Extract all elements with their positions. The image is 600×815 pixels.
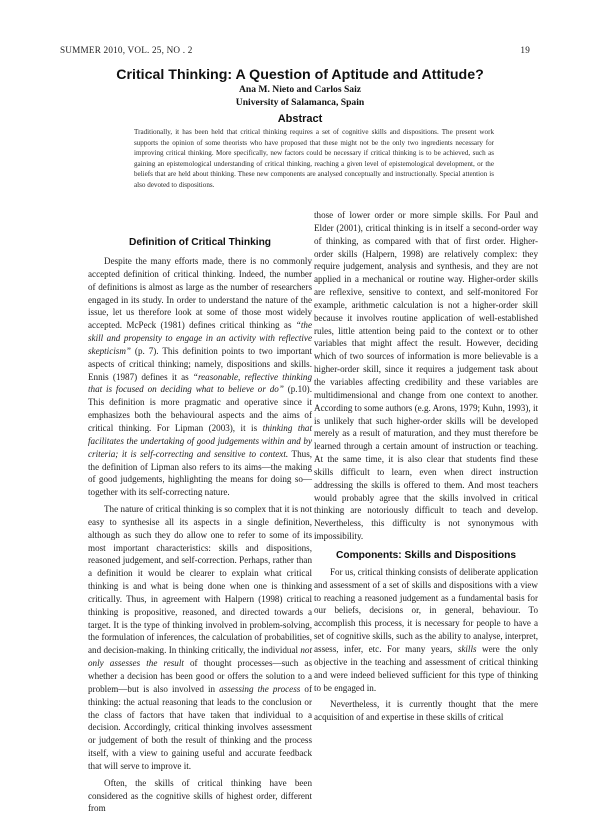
quote-ennis: “reasonable, reflective thinking that is focused on deciding what to believe or do” <box>88 371 313 395</box>
body-paragraph: For us, critical thinking consists of deliberate application and assessment of a set of skills and dispositions with a view to reaching a reasoned judgement as a fundamental basis for our beliefs, decisions or, in general, behaviour. To accomplish this process, it is necessary for people to have a set of cognitive skills, such as the ability to analyse, interpret, assess, infer, etc. For many years, skills were the only objective in the teaching and assessment of critical thinking and were indeed believed sufficient for this type of thinking to be engaged in. <box>314 566 539 693</box>
article-title: Critical Thinking: A Question of Aptitude and Attitude? <box>116 67 484 83</box>
emphasis-skills: skills <box>457 644 477 654</box>
journal-issue: SUMMER 2010, VOL. 25, NO . 2 <box>60 45 193 55</box>
abstract-heading: Abstract <box>277 113 323 125</box>
body-paragraph: Nevertheless, it is currently thought that the mere acquisition of and expertise in these skills of critical <box>314 699 538 723</box>
abstract-text: Traditionally, it has been held that critical thinking requires a set of cognitive skills and dispositions. The present work supports the opinion of some theorists who have proposed that these might not be the only two ingredients necessary for improving critical thinking. More specifically, new factors could be necessary if critical thinking is to be achieved, such as gaining an epistemological understanding of critical thinking, reaching a given level of epistemological development, or the beliefs that are held about thinking. These new components are analysed conceptually and instructionally. Special attention is also devoted to dispositions. <box>134 128 494 189</box>
author-affiliation: University of Salamanca, Spain <box>235 97 365 108</box>
quote-lipman: thinking that facilitates the undertaking of good judgements within and by criteria; it is self-correcting and sensitive to context. <box>88 422 312 459</box>
quote-mcpeck: “the skill and propensity to engage in an activity with reflective skepticism” <box>88 320 312 356</box>
emphasis-process: assessing the process <box>219 683 301 694</box>
body-paragraph: Despite the many efforts made, there is no commonly accepted definition of critical thinking. Indeed, the number of definitions is almost as large as the number of researchers engaged in its study. In order to understand the nature of the issue, let us therefore look at some of those most widely accepted. McPeck (1981) defines critical thinking as “the skill and propensity to engage in an activity with reflective skepticism” (p. 7). This definition points to two important aspects of critical thinking; namely, dispositions and skills. Ennis (1987) defines it as “reasonable, reflective thinking that is focused on deciding what to believe or do” (p.10). This definition is more pragmatic and operative since it emphasizes both the behavioural aspects and the aims of critical thinking. For Lipman (2003), it is thinking that facilitates the undertaking of good judgements within and by criteria; it is self-correcting and sensitive to context. Thus, the definition of Lipman also refers to its aims—the making of good judgements, highlighting the means for doing so— together with its self-correcting nature. <box>88 256 313 498</box>
running-head <box>60 45 530 55</box>
section-heading-components: Components: Skills and Dispositions <box>336 549 516 561</box>
body-paragraph: The nature of critical thinking is so complex that it is not easy to synthesise all its aspects in a single definition, although as such they do allow one to refer to some of its most important characteristics: skills and dispositions, reasoned judgement, and self-correction. Perhaps, rather than a definition it would be clearer to explain what critical thinking is and what is being done when one is thinking critically. Thus, in agreement with Halpern (1998) critical thinking is propositive, reasoned, and directed towards a target. It is the type of thinking involved in problem-solving, the formulation of inferences, the calculation of probabilities, and decision-making. In thinking critically, the individual not only assesses the result of thought processes—such as whether a decision has been good or offers the solution to a problem—but is also involved in assessing the process of thinking: the actual reasoning that leads to the conclusion or the class of factors that have taken that individual to a decision. Accordingly, critical thinking involves assessment or judgement of both the result of thinking and the process itself, with a view to gaining useful and accurate feedback that will serve to improve it. <box>88 504 312 771</box>
page-number: 19 <box>520 45 530 55</box>
right-column <box>314 209 538 724</box>
article-authors: Ana M. Nieto and Carlos Saiz <box>238 84 362 95</box>
section-heading-definition: Definition of Critical Thinking <box>128 237 272 248</box>
body-paragraph: Often, the skills of critical thinking have been considered as the cognitive skills of highest order, different from <box>88 777 312 814</box>
emphasis-result: not only assesses the result <box>88 645 312 669</box>
body-paragraph: those of lower order or more simple skills. For Paul and Elder (2001), critical thinking is in itself a second-order way of thinking, as compared with that of first order. Higher-order skills (Halpern, 1998) are relatively complex: they require judgement, analysis and synthesis, and they are not applied in a mechanical or routine way. Higher-order skills are reflexive, sensitive to context, and self-monitored For example, arithmetic calculation is not a higher-order skill because it involves routine application of well-established rules, little attention being paid to the context or to other variables that might affect the result. However, deciding which of two sources of information is more believable is a higher-order skill, since it requires a judgement task about the variables affecting credibility and these variables are multidimensional and change from one context to another. According to some authors (e.g. Arons, 1979; Kuhn, 1993), it is unlikely that such higher-order skills will be developed merely as a result of maturation, and they must therefore be learned through a certain amount of instruction or teaching. At the same time, it is also clear that students find these skills difficult to learn, even when direct instruction addressing the skills is offered to them. And most teachers would probably agree that the skills involved in critical thinking are notoriously difficult to teach and develop. Nevertheless, this difficulty is not synonymous with impossibility. <box>314 210 538 542</box>
left-column <box>88 209 312 815</box>
